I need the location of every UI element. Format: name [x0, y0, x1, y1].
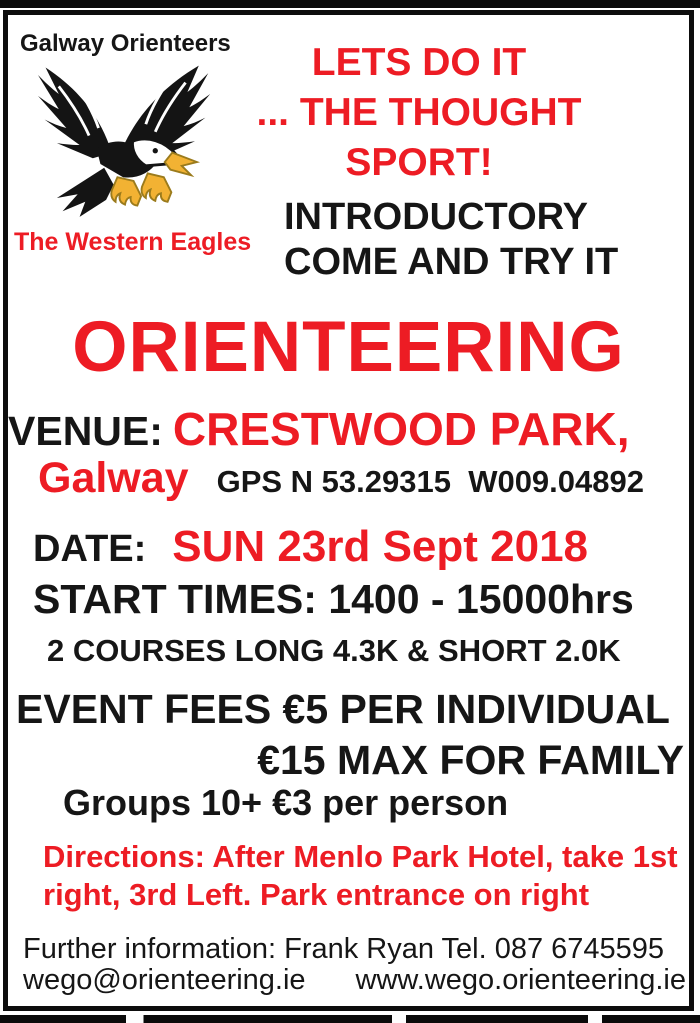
- fee-groups: Groups 10+ €3 per person: [63, 782, 509, 823]
- gps-coordinates: GPS N 53.29315 W009.04892: [216, 464, 644, 499]
- tagline-line-1: LETS DO IT: [311, 41, 527, 84]
- date-label: DATE:: [33, 528, 147, 570]
- contact-email: wego@orienteering.ie: [23, 964, 306, 996]
- directions: [43, 838, 678, 914]
- club-motto: The Western Eagles: [14, 228, 252, 256]
- tagline-line-2: ... THE THOUGHT: [256, 91, 582, 134]
- city-gps-row: [38, 454, 644, 503]
- tagline-line-3: SPORT!: [345, 141, 493, 184]
- courses-info: 2 COURSES LONG 4.3K & SHORT 2.0K: [47, 633, 621, 668]
- start-times: START TIMES: 1400 - 15000hrs: [33, 576, 634, 622]
- intro-line-1: INTRODUCTORY: [284, 196, 588, 238]
- top-edge-bar: [0, 0, 700, 8]
- tagline: [185, 38, 653, 188]
- poster-title: ORIENTEERING: [72, 308, 625, 387]
- date-row: [33, 522, 588, 572]
- further-information: Further information: Frank Ryan Tel. 087 6745595: [23, 933, 665, 965]
- intro-text: [284, 195, 618, 285]
- bottom-edge-bar: [0, 1015, 700, 1023]
- venue-row: [8, 403, 630, 455]
- venue-city: Galway: [38, 454, 189, 502]
- venue-value: CRESTWOOD PARK,: [172, 403, 630, 455]
- fee-individual: EVENT FEES €5 PER INDIVIDUAL: [16, 686, 670, 732]
- directions-line-2: right, 3rd Left. Park entrance on right: [43, 877, 590, 912]
- contact-website: www.wego.orienteering.ie: [355, 964, 686, 996]
- date-value: SUN 23rd Sept 2018: [172, 522, 589, 571]
- venue-label: VENUE:: [8, 408, 163, 454]
- club-name: Galway Orienteers: [20, 30, 231, 57]
- contact-row: [23, 964, 686, 997]
- directions-line-1: Directions: After Menlo Park Hotel, take 1st: [43, 839, 678, 874]
- fee-family: €15 MAX FOR FAMILY: [257, 737, 684, 783]
- intro-line-2: COME AND TRY IT: [284, 241, 619, 283]
